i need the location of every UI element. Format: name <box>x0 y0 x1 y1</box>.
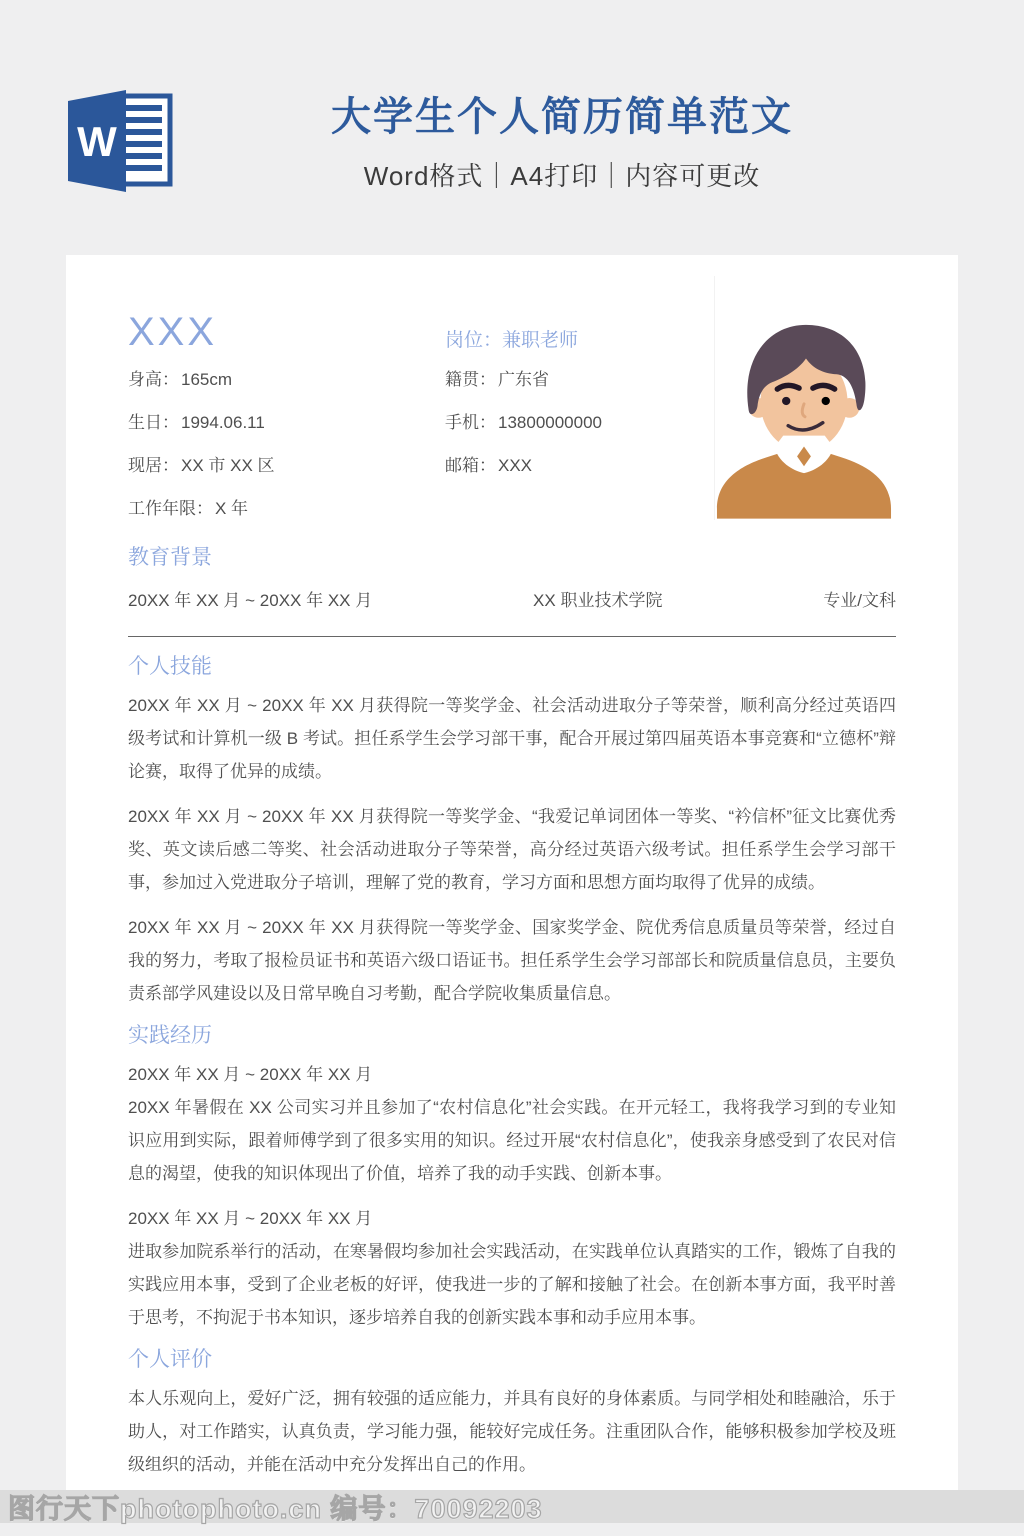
education-period: 20XX 年 XX 月 ~ 20XX 年 XX 月 <box>128 591 373 610</box>
practice-text: 进取参加院系举行的活动，在寒暑假均参加社会实践活动，在实践单位认真踏实的工作，锻炼了自我的实践应用本事，受到了企业老板的好评，使我进一步的了解和接触了社会。在创新本事方面，我平时善于思考，不拘泥于书本知识，逐步培养自我的创新实践本事和动手应用本事。 <box>128 1242 896 1327</box>
field-label: 工作年限： <box>128 499 213 518</box>
field-value: X 年 <box>215 499 249 518</box>
field-value: 广东省 <box>498 370 549 389</box>
practice-entry <box>128 1202 896 1334</box>
education-section <box>128 544 896 637</box>
avatar-illustration <box>715 276 892 520</box>
practice-section <box>128 1022 896 1334</box>
profile-field-experience-years <box>128 499 445 519</box>
profile-field-height <box>128 370 445 390</box>
skills-paragraph: 20XX 年 XX 月 ~ 20XX 年 XX 月获得院一等奖学金、国家奖学金、院优秀信息质量员等荣誉，经过自我的努力，考取了报检员证书和英语六级口语证书。担任系学生会学习部部长和院质量信息员，主要负责系部学风建设以及日常早晚自习考勤，配合学院收集质量信息。 <box>128 918 896 1003</box>
header-text <box>50 92 1024 193</box>
field-value: 165cm <box>181 370 233 389</box>
field-value: 13800000000 <box>498 413 603 432</box>
resume-card <box>66 255 958 1490</box>
word-icon-letter: W <box>77 118 117 165</box>
field-value: XXX <box>498 456 533 475</box>
field-value: 1994.06.11 <box>181 413 265 432</box>
field-label: 生日： <box>128 413 179 432</box>
practice-heading: 实践经历 <box>128 1024 212 1047</box>
profile-section <box>128 310 896 542</box>
field-label: 岗位： <box>445 330 503 351</box>
evaluation-text: 本人乐观向上，爱好广泛，拥有较强的适应能力，并具有良好的身体素质。与同学相处和睦融洽，乐于助人，对工作踏实，认真负责，学习能力强，能较好完成任务。注重团队合作，能够积极参加学校及班级组织的活动，并能在活动中充分发挥出自己的作用。 <box>128 1389 896 1474</box>
skills-heading: 个人技能 <box>128 655 212 678</box>
evaluation-heading: 个人评价 <box>128 1348 212 1371</box>
field-label: 现居： <box>128 456 179 475</box>
evaluation-section <box>128 1346 896 1481</box>
field-label: 籍贯： <box>445 370 496 389</box>
profile-field-birthday <box>128 413 445 433</box>
skills-section <box>128 653 896 1010</box>
candidate-name: XXX <box>128 310 218 354</box>
skills-paragraph: 20XX 年 XX 月 ~ 20XX 年 XX 月获得院一等奖学金、“我爱记单词团体一等奖、“衿信杯”征文比赛优秀奖、英文读后感二等奖、社会活动进取分子等荣誉，高分经过英语六级考试。担任系学生会学习部干事，参加过入党进取分子培训，理解了党的教育，学习方面和思想方面均取得了优异的成绩。 <box>128 807 896 892</box>
profile-left-column <box>128 310 445 542</box>
skills-paragraph: 20XX 年 XX 月 ~ 20XX 年 XX 月获得院一等奖学金、社会活动进取分子等荣誉，顺利高分经过英语四级考试和计算机一级 B 考试。担任系学生会学习部干事，配合开展过第四届英语本事竞赛和“立德杯”辩论赛，取得了优异的成绩。 <box>128 696 896 781</box>
page-subtitle: Word格式｜A4打印｜内容可更改 <box>363 161 761 191</box>
education-heading: 教育背景 <box>128 546 212 569</box>
section-divider <box>128 636 896 637</box>
practice-text: 20XX 年暑假在 XX 公司实习并且参加了“农村信息化”社会实践。在开元轻工，我将我学习到的专业知识应用到实际，跟着师傅学到了很多实用的知识。经过开展“农村信息化”，使我亲身感受到了农民对信息的渴望，使我的知识体现出了价值，培养了我的动手实践、创新本事。 <box>128 1098 896 1183</box>
field-label: 邮箱： <box>445 456 496 475</box>
page-title: 大学生个人简历简单范文 <box>331 95 793 139</box>
profile-field-residence <box>128 456 445 476</box>
education-school: XX 职业技术学院 <box>533 591 663 610</box>
profile-photo <box>714 276 892 520</box>
education-major: 专业/文科 <box>823 591 896 610</box>
practice-period: 20XX 年 XX 月 ~ 20XX 年 XX 月 <box>128 1209 373 1228</box>
practice-period: 20XX 年 XX 月 ~ 20XX 年 XX 月 <box>128 1065 373 1084</box>
header <box>0 0 1024 255</box>
field-label: 身高： <box>128 370 179 389</box>
field-value: XX 市 XX 区 <box>181 456 275 475</box>
field-value: 兼职老师 <box>502 330 579 351</box>
watermark-text: 图行天下photophoto.cn 编号：70092203 <box>8 1494 543 1524</box>
practice-entry <box>128 1058 896 1190</box>
field-label: 手机： <box>445 413 496 432</box>
footer-watermark-bar <box>0 1490 1024 1523</box>
education-row <box>128 590 896 612</box>
